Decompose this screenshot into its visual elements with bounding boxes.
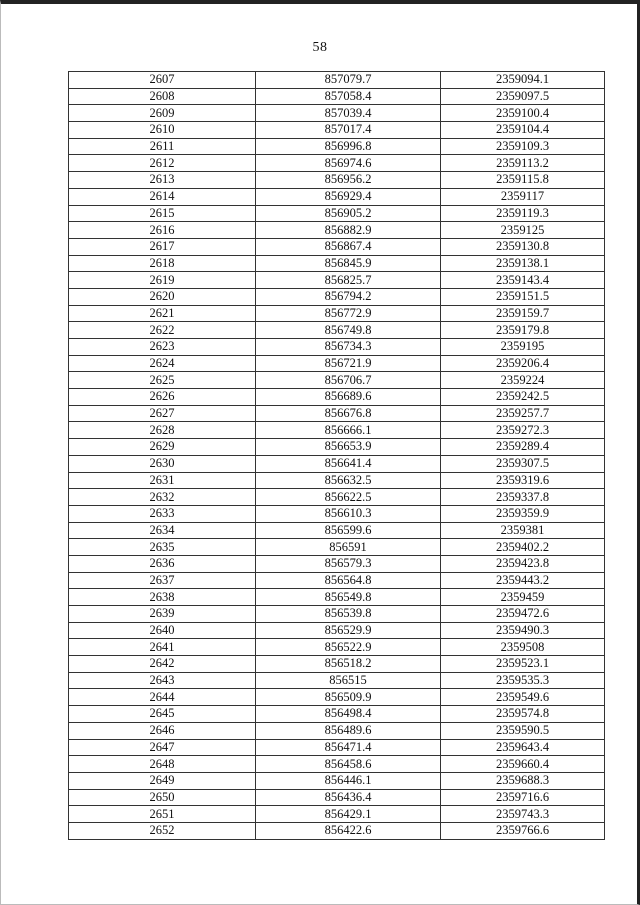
point-number-cell: 2629 (69, 439, 256, 456)
table-row (69, 205, 605, 222)
x-coordinate-cell: 856794.2 (256, 288, 441, 305)
y-coordinate-cell: 2359224 (441, 372, 605, 389)
table-row (69, 672, 605, 689)
table-row (69, 105, 605, 122)
table-row (69, 806, 605, 823)
table-row (69, 739, 605, 756)
point-number-cell: 2620 (69, 288, 256, 305)
point-number-cell: 2616 (69, 222, 256, 239)
y-coordinate-cell: 2359138.1 (441, 255, 605, 272)
table-row (69, 188, 605, 205)
x-coordinate-cell: 856515 (256, 672, 441, 689)
table-row (69, 706, 605, 723)
table-row (69, 539, 605, 556)
point-number-cell: 2612 (69, 155, 256, 172)
x-coordinate-cell: 856996.8 (256, 138, 441, 155)
x-coordinate-cell: 856549.8 (256, 589, 441, 606)
y-coordinate-cell: 2359523.1 (441, 656, 605, 673)
point-number-cell: 2627 (69, 405, 256, 422)
table-row (69, 405, 605, 422)
point-number-cell: 2638 (69, 589, 256, 606)
table-row (69, 305, 605, 322)
point-number-cell: 2634 (69, 522, 256, 539)
table-row (69, 555, 605, 572)
table-row (69, 288, 605, 305)
x-coordinate-cell: 856458.6 (256, 756, 441, 773)
point-number-cell: 2639 (69, 606, 256, 623)
y-coordinate-cell: 2359459 (441, 589, 605, 606)
y-coordinate-cell: 2359490.3 (441, 622, 605, 639)
x-coordinate-cell: 856436.4 (256, 789, 441, 806)
x-coordinate-cell: 856867.4 (256, 238, 441, 255)
x-coordinate-cell: 856564.8 (256, 572, 441, 589)
y-coordinate-cell: 2359337.8 (441, 489, 605, 506)
y-coordinate-cell: 2359660.4 (441, 756, 605, 773)
point-number-cell: 2650 (69, 789, 256, 806)
point-number-cell: 2625 (69, 372, 256, 389)
table-row (69, 255, 605, 272)
y-coordinate-cell: 2359381 (441, 522, 605, 539)
point-number-cell: 2608 (69, 88, 256, 105)
point-number-cell: 2633 (69, 505, 256, 522)
table-row (69, 222, 605, 239)
y-coordinate-cell: 2359097.5 (441, 88, 605, 105)
x-coordinate-cell: 856518.2 (256, 656, 441, 673)
x-coordinate-cell: 856498.4 (256, 706, 441, 723)
x-coordinate-cell: 856622.5 (256, 489, 441, 506)
x-coordinate-cell: 856610.3 (256, 505, 441, 522)
point-number-cell: 2635 (69, 539, 256, 556)
table-row (69, 772, 605, 789)
point-number-cell: 2640 (69, 622, 256, 639)
table-row (69, 238, 605, 255)
x-coordinate-cell: 856772.9 (256, 305, 441, 322)
table-row (69, 422, 605, 439)
point-number-cell: 2644 (69, 689, 256, 706)
y-coordinate-cell: 2359125 (441, 222, 605, 239)
x-coordinate-cell: 857039.4 (256, 105, 441, 122)
x-coordinate-cell: 856632.5 (256, 472, 441, 489)
x-coordinate-cell: 856749.8 (256, 322, 441, 339)
point-number-cell: 2609 (69, 105, 256, 122)
y-coordinate-cell: 2359094.1 (441, 72, 605, 89)
x-coordinate-cell: 856599.6 (256, 522, 441, 539)
table-row (69, 272, 605, 289)
y-coordinate-cell: 2359100.4 (441, 105, 605, 122)
point-number-cell: 2611 (69, 138, 256, 155)
y-coordinate-cell: 2359159.7 (441, 305, 605, 322)
x-coordinate-cell: 856641.4 (256, 455, 441, 472)
y-coordinate-cell: 2359242.5 (441, 389, 605, 406)
point-number-cell: 2607 (69, 72, 256, 89)
x-coordinate-cell: 856676.8 (256, 405, 441, 422)
x-coordinate-cell: 856734.3 (256, 339, 441, 356)
y-coordinate-cell: 2359590.5 (441, 722, 605, 739)
page-number: 58 (312, 40, 328, 55)
table-row (69, 522, 605, 539)
table-row (69, 72, 605, 89)
point-number-cell: 2628 (69, 422, 256, 439)
y-coordinate-cell: 2359359.9 (441, 505, 605, 522)
x-coordinate-cell: 856489.6 (256, 722, 441, 739)
table-row (69, 689, 605, 706)
table-row (69, 489, 605, 506)
x-coordinate-cell: 856422.6 (256, 822, 441, 839)
y-coordinate-cell: 2359643.4 (441, 739, 605, 756)
y-coordinate-cell: 2359206.4 (441, 355, 605, 372)
y-coordinate-cell: 2359549.6 (441, 689, 605, 706)
x-coordinate-cell: 857079.7 (256, 72, 441, 89)
table-row (69, 439, 605, 456)
y-coordinate-cell: 2359766.6 (441, 822, 605, 839)
x-coordinate-cell: 856956.2 (256, 172, 441, 189)
y-coordinate-cell: 2359402.2 (441, 539, 605, 556)
table-row (69, 138, 605, 155)
table-row (69, 656, 605, 673)
coordinates-table-body (69, 72, 605, 840)
point-number-cell: 2651 (69, 806, 256, 823)
x-coordinate-cell: 856825.7 (256, 272, 441, 289)
y-coordinate-cell: 2359508 (441, 639, 605, 656)
point-number-cell: 2649 (69, 772, 256, 789)
x-coordinate-cell: 856471.4 (256, 739, 441, 756)
point-number-cell: 2610 (69, 122, 256, 139)
table-row (69, 455, 605, 472)
table-row (69, 639, 605, 656)
x-coordinate-cell: 856706.7 (256, 372, 441, 389)
y-coordinate-cell: 2359574.8 (441, 706, 605, 723)
table-row (69, 789, 605, 806)
y-coordinate-cell: 2359130.8 (441, 238, 605, 255)
table-row (69, 339, 605, 356)
table-row (69, 472, 605, 489)
y-coordinate-cell: 2359307.5 (441, 455, 605, 472)
x-coordinate-cell: 856522.9 (256, 639, 441, 656)
x-coordinate-cell: 856905.2 (256, 205, 441, 222)
y-coordinate-cell: 2359535.3 (441, 672, 605, 689)
x-coordinate-cell: 856591 (256, 539, 441, 556)
y-coordinate-cell: 2359443.2 (441, 572, 605, 589)
point-number-cell: 2648 (69, 756, 256, 773)
y-coordinate-cell: 2359104.4 (441, 122, 605, 139)
table-row (69, 722, 605, 739)
y-coordinate-cell: 2359143.4 (441, 272, 605, 289)
table-row (69, 322, 605, 339)
point-number-cell: 2615 (69, 205, 256, 222)
table-row (69, 822, 605, 839)
table-row (69, 756, 605, 773)
x-coordinate-cell: 856929.4 (256, 188, 441, 205)
coordinates-table (68, 71, 605, 840)
point-number-cell: 2614 (69, 188, 256, 205)
point-number-cell: 2646 (69, 722, 256, 739)
point-number-cell: 2643 (69, 672, 256, 689)
y-coordinate-cell: 2359688.3 (441, 772, 605, 789)
x-coordinate-cell: 856845.9 (256, 255, 441, 272)
point-number-cell: 2642 (69, 656, 256, 673)
point-number-cell: 2624 (69, 355, 256, 372)
x-coordinate-cell: 856882.9 (256, 222, 441, 239)
y-coordinate-cell: 2359109.3 (441, 138, 605, 155)
table-row (69, 389, 605, 406)
table-row (69, 572, 605, 589)
point-number-cell: 2631 (69, 472, 256, 489)
y-coordinate-cell: 2359115.8 (441, 172, 605, 189)
point-number-cell: 2626 (69, 389, 256, 406)
point-number-cell: 2632 (69, 489, 256, 506)
point-number-cell: 2636 (69, 555, 256, 572)
y-coordinate-cell: 2359113.2 (441, 155, 605, 172)
y-coordinate-cell: 2359257.7 (441, 405, 605, 422)
y-coordinate-cell: 2359319.6 (441, 472, 605, 489)
point-number-cell: 2619 (69, 272, 256, 289)
table-row (69, 606, 605, 623)
x-coordinate-cell: 856529.9 (256, 622, 441, 639)
y-coordinate-cell: 2359472.6 (441, 606, 605, 623)
point-number-cell: 2618 (69, 255, 256, 272)
point-number-cell: 2623 (69, 339, 256, 356)
y-coordinate-cell: 2359716.6 (441, 789, 605, 806)
y-coordinate-cell: 2359179.8 (441, 322, 605, 339)
table-row (69, 172, 605, 189)
table-row (69, 622, 605, 639)
x-coordinate-cell: 856653.9 (256, 439, 441, 456)
y-coordinate-cell: 2359423.8 (441, 555, 605, 572)
point-number-cell: 2637 (69, 572, 256, 589)
table-row (69, 155, 605, 172)
y-coordinate-cell: 2359195 (441, 339, 605, 356)
point-number-cell: 2630 (69, 455, 256, 472)
table-row (69, 505, 605, 522)
x-coordinate-cell: 856446.1 (256, 772, 441, 789)
y-coordinate-cell: 2359272.3 (441, 422, 605, 439)
point-number-cell: 2621 (69, 305, 256, 322)
x-coordinate-cell: 856509.9 (256, 689, 441, 706)
table-row (69, 122, 605, 139)
x-coordinate-cell: 856974.6 (256, 155, 441, 172)
x-coordinate-cell: 856666.1 (256, 422, 441, 439)
table-row (69, 355, 605, 372)
y-coordinate-cell: 2359117 (441, 188, 605, 205)
point-number-cell: 2647 (69, 739, 256, 756)
y-coordinate-cell: 2359289.4 (441, 439, 605, 456)
x-coordinate-cell: 856689.6 (256, 389, 441, 406)
point-number-cell: 2645 (69, 706, 256, 723)
y-coordinate-cell: 2359119.3 (441, 205, 605, 222)
point-number-cell: 2617 (69, 238, 256, 255)
x-coordinate-cell: 856539.8 (256, 606, 441, 623)
point-number-cell: 2652 (69, 822, 256, 839)
x-coordinate-cell: 856579.3 (256, 555, 441, 572)
y-coordinate-cell: 2359151.5 (441, 288, 605, 305)
table-row (69, 372, 605, 389)
x-coordinate-cell: 856721.9 (256, 355, 441, 372)
point-number-cell: 2613 (69, 172, 256, 189)
x-coordinate-cell: 857017.4 (256, 122, 441, 139)
point-number-cell: 2622 (69, 322, 256, 339)
x-coordinate-cell: 857058.4 (256, 88, 441, 105)
table-row (69, 88, 605, 105)
y-coordinate-cell: 2359743.3 (441, 806, 605, 823)
x-coordinate-cell: 856429.1 (256, 806, 441, 823)
point-number-cell: 2641 (69, 639, 256, 656)
table-row (69, 589, 605, 606)
